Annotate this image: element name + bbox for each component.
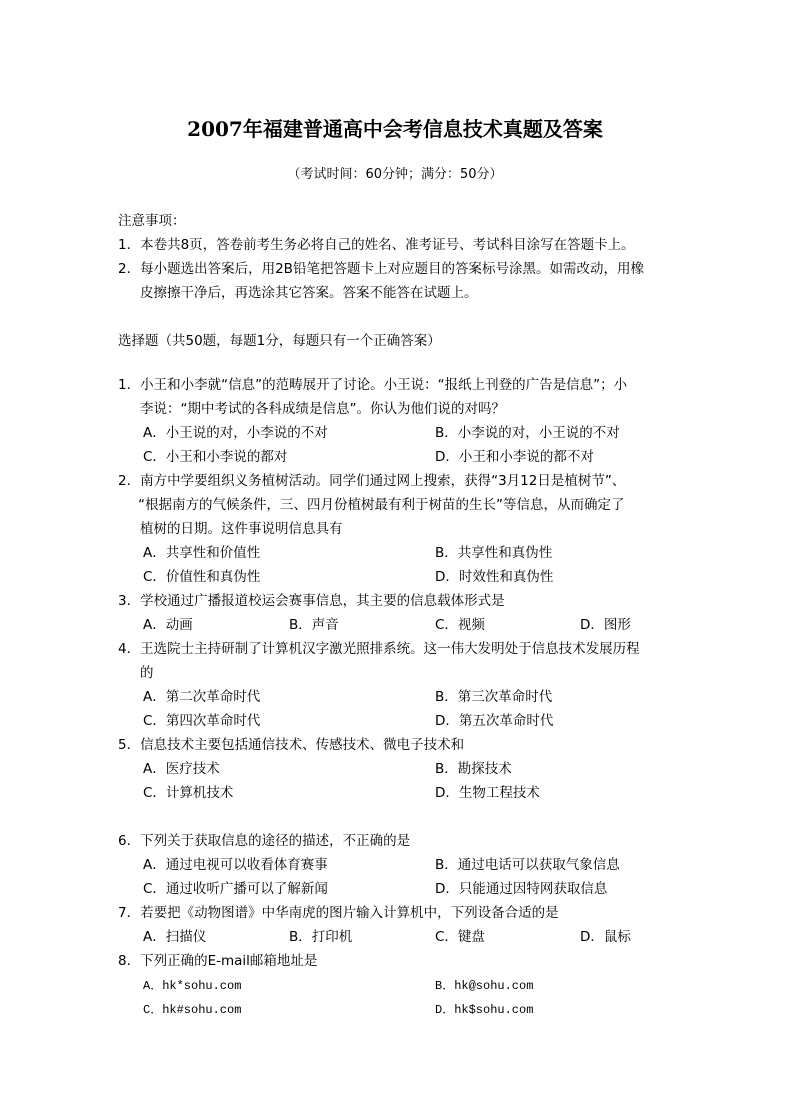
question-1-option-c: C．小王和小李说的都对	[143, 449, 288, 465]
question-3-option-d: D．图形	[580, 617, 631, 633]
question-7-option-c: C．键盘	[435, 929, 485, 945]
question-5-option-d: D．生物工程技术	[435, 785, 540, 801]
question-8-option-d: D．hk$sohu.com	[435, 1003, 534, 1017]
question-2-text-cont: 植树的日期。这件事说明信息具有	[140, 521, 343, 537]
question-2-text: 2．南方中学要组织义务植树活动。同学们通过网上搜索，获得“3月12日是植树节”、	[118, 473, 626, 489]
question-6-option-a: A．通过电视可以收看体育赛事	[143, 857, 328, 873]
question-3-option-b: B．声音	[289, 617, 339, 633]
document-title: 2007年福建普通高中会考信息技术真题及答案	[187, 117, 603, 141]
question-7-option-b: B．打印机	[289, 929, 353, 945]
question-1-text-cont: 李说：“期中考试的各科成绩是信息”。你认为他们说的对吗？	[140, 401, 505, 417]
question-1-option-a: A．小王说的对，小李说的不对	[143, 425, 328, 441]
notice-item: 2．每小题选出答案后，用2B铅笔把答题卡上对应题目的答案标号涂黑。如需改动，用橡	[118, 261, 644, 277]
question-7-option-a: A．扫描仪	[143, 929, 207, 945]
question-4-text-cont: 的	[140, 665, 154, 681]
question-4-option-d: D．第五次革命时代	[435, 713, 554, 729]
question-2-option-a: A．共享性和价值性	[143, 545, 261, 561]
question-4-text: 4．王选院士主持研制了计算机汉字激光照排系统。这一伟大发明处于信息技术发展历程	[118, 641, 640, 657]
question-8-option-a: A．hk*sohu.com	[143, 979, 242, 993]
exam-duration-score: （考试时间：60分钟；满分：50分）	[287, 167, 503, 182]
notice-item: 1．本卷共8页，答卷前考生务必将自己的姓名、准考证号、考试科目涂写在答题卡上。	[118, 237, 635, 253]
question-5-option-b: B．勘探技术	[435, 761, 512, 777]
question-3-option-c: C．视频	[435, 617, 485, 633]
question-3-text: 3．学校通过广播报道校运会赛事信息，其主要的信息载体形式是	[118, 593, 505, 609]
question-5-option-a: A．医疗技术	[143, 761, 220, 777]
question-3-option-a: A．动画	[143, 617, 193, 633]
question-6-option-b: B．通过电话可以获取气象信息	[435, 857, 620, 873]
question-1-option-b: B．小李说的对，小王说的不对	[435, 425, 620, 441]
question-7-text: 7．若要把《动物图谱》中华南虎的图片输入计算机中，下列设备合适的是	[118, 905, 559, 921]
question-2-option-c: C．价值性和真伪性	[143, 569, 261, 585]
question-2-option-b: B．共享性和真伪性	[435, 545, 553, 561]
question-7-option-d: D．鼠标	[580, 929, 631, 945]
question-5-option-c: C．计算机技术	[143, 785, 234, 801]
question-6-text: 6．下列关于获取信息的途径的描述，不正确的是	[118, 833, 411, 849]
notice-item-continued: 皮擦擦干净后，再选涂其它答案。答案不能答在试题上。	[140, 285, 478, 301]
question-8-text: 8．下列正确的E-mail邮箱地址是	[118, 953, 318, 969]
question-2-text-cont: “根据南方的气候条件，三、四月份植树最有利于树苗的生长”等信息，从而确定了	[138, 497, 625, 513]
notice-heading: 注意事项：	[118, 213, 186, 229]
question-1-option-d: D．小王和小李说的都不对	[435, 449, 594, 465]
question-8-option-b: B．hk@sohu.com	[435, 979, 534, 993]
question-6-option-c: C．通过收听广播可以了解新闻	[143, 881, 328, 897]
question-4-option-c: C．第四次革命时代	[143, 713, 261, 729]
section-heading: 选择题（共50题，每题1分，每题只有一个正确答案）	[118, 333, 441, 349]
question-4-option-b: B．第三次革命时代	[435, 689, 553, 705]
question-1-text: 1．小王和小李就“信息”的范畴展开了讨论。小王说：“报纸上刊登的广告是信息”；小	[118, 377, 628, 393]
question-4-option-a: A．第二次革命时代	[143, 689, 261, 705]
question-8-option-c: C．hk#sohu.com	[143, 1003, 242, 1017]
question-2-option-d: D．时效性和真伪性	[435, 569, 554, 585]
question-5-text: 5．信息技术主要包括通信技术、传感技术、微电子技术和	[118, 737, 465, 753]
question-6-option-d: D．只能通过因特网获取信息	[435, 881, 608, 897]
